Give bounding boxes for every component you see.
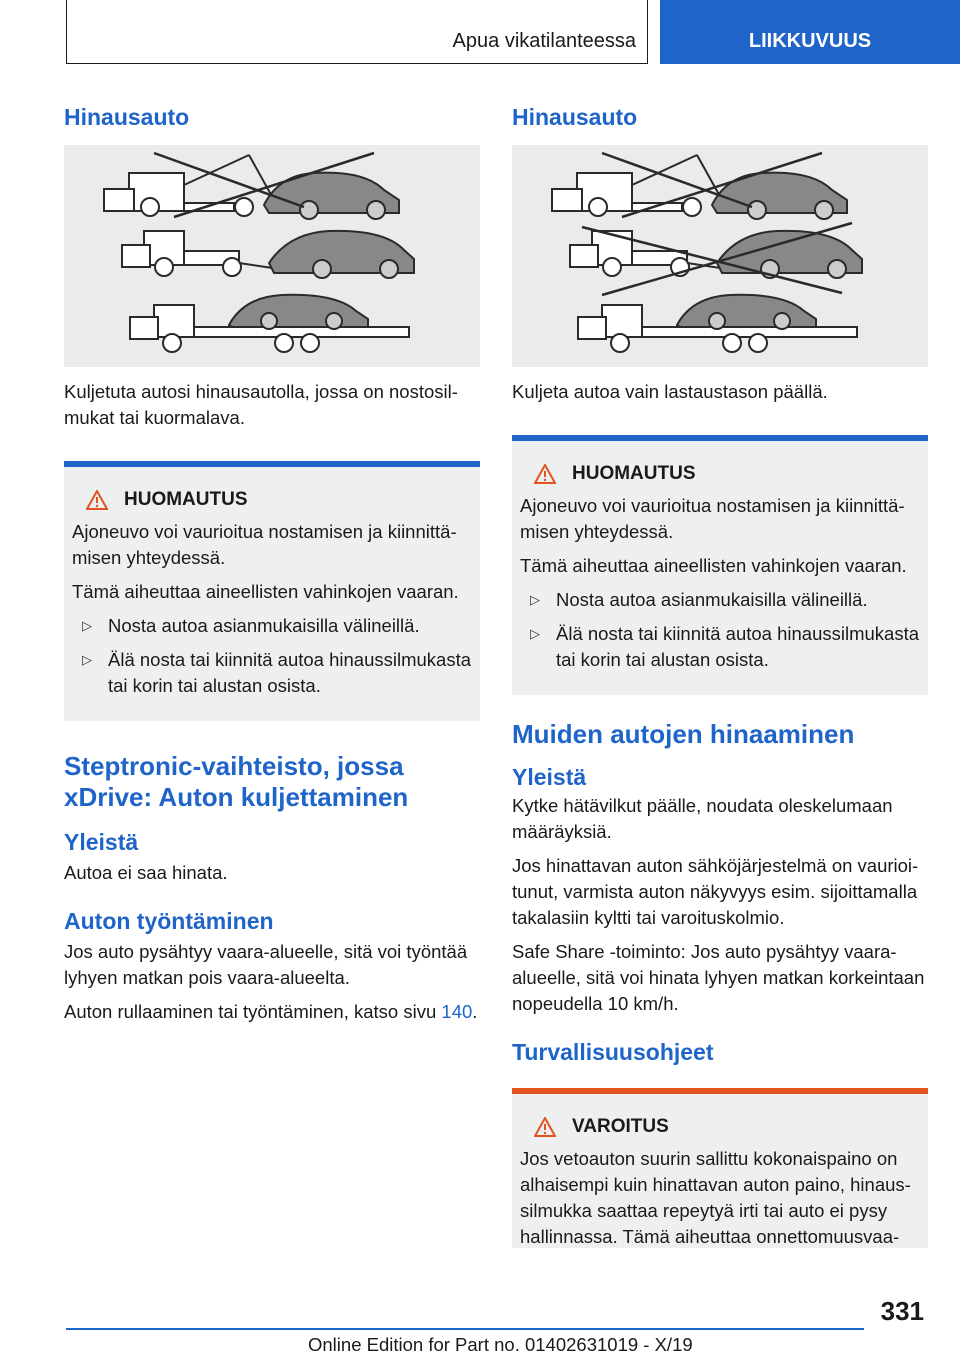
tow-truck-figure-right (512, 145, 928, 367)
list-item: ▷ Nosta autoa asianmukaisilla välineillä. (72, 613, 472, 639)
warning-title: VAROITUS (572, 1116, 669, 1137)
triangle-bullet-icon: ▷ (530, 592, 540, 607)
text-safe-share: Safe Share -toiminto: Jos auto pysähtyy vaara-alueelle, sitä voi hinata lyhyen matkan korkeintaan nopeudella 10 km/h. (512, 941, 925, 1014)
page-number: 331 (880, 1296, 924, 1326)
text-sahkojarjestelma: Jos hinattavan auton sähköjärjestelmä on vaurioitunut, varmista auton näkyvyys esim. sijoittamalla takalasiin kyltti tai varoituskolmio. (512, 855, 919, 928)
notice-title-left: HUOMAUTUS (124, 489, 248, 510)
triangle-bullet-icon: ▷ (530, 626, 540, 641)
header-tab-liikkuvuus[interactable]: LIIKKUVUUS (660, 0, 960, 64)
warning-triangle-icon (534, 464, 556, 484)
heading-muiden-autojen: Muiden autojen hinaaminen (512, 719, 855, 749)
footer-edition: Online Edition for Part no. 01402631019 - X/19 (308, 1334, 693, 1355)
text-autoa-ei-saa: Autoa ei saa hinata. (64, 862, 228, 883)
footer-divider (66, 1328, 864, 1330)
header-section-title[interactable]: Apua vikatilanteessa (452, 30, 636, 52)
list-item: ▷ Älä nosta tai kiinnitä autoa hinaussilmukasta tai korin tai alustan osista. (530, 623, 920, 670)
heading-hinausauto-left: Hinausauto (64, 104, 190, 130)
heading-tyontaminen: Auton työntäminen (64, 908, 274, 934)
heading-steptronic: Steptronic-vaihteisto, jossa xDrive: Auton kuljettaminen (64, 751, 409, 812)
triangle-bullet-icon: ▷ (82, 652, 92, 667)
warning-text: Jos vetoauton suurin sallittu kokonaispaino on alhaisempi kuin hinattavan auton paino, hinaussilmukka saattaa repeytyä irti tai auto ei pysy hallinnassa. Tämä aiheuttaa onnettomuusvaa- (520, 1148, 911, 1247)
triangle-bullet-icon: ▷ (82, 618, 92, 633)
heading-yleista-right: Yleistä (512, 764, 587, 790)
list-item: ▷ Nosta autoa asianmukaisilla välineillä. (520, 587, 920, 613)
notice-box-right (512, 435, 928, 695)
page-link-140[interactable]: 140 (441, 1001, 473, 1022)
heading-yleista-left: Yleistä (64, 829, 139, 855)
tow-truck-figure-left (64, 145, 480, 367)
caption-right: Kuljeta autoa vain lastaustason päällä. (512, 381, 828, 402)
text-hatavilkut: Kytke hätävilkut päälle, noudata oleskelumaan määräyksiä. (512, 795, 893, 842)
heading-turvallisuusohjeet: Turvallisuusohjeet (512, 1039, 714, 1065)
notice-text-1-left: Ajoneuvo voi vaurioitua nostamisen ja kiinnittämisen yhteydessä. (72, 521, 457, 568)
list-item: ▷ Älä nosta tai kiinnitä autoa hinaussilmukasta tai korin tai alustan osista. (82, 649, 472, 696)
notice-box-left (64, 461, 480, 721)
right-column (512, 96, 928, 1248)
text-tyontaminen: Jos auto pysähtyy vaara-alueelle, sitä voi työntää lyhyen matkan pois vaara-alueelta. (64, 941, 468, 988)
text-rullaaminen: Auton rullaaminen tai työntäminen, katso sivu 140. (64, 1001, 478, 1022)
notice-text-2-left: Tämä aiheuttaa aineellisten vahinkojen vaaran. (72, 581, 459, 602)
tow-illustration-left (104, 153, 414, 352)
warning-triangle-icon (534, 1117, 556, 1137)
left-column (64, 96, 480, 1025)
notice-text-2-right: Tämä aiheuttaa aineellisten vahinkojen vaaran. (520, 555, 907, 576)
notice-text-1-right: Ajoneuvo voi vaurioitua nostamisen ja kiinnittämisen yhteydessä. (520, 495, 905, 542)
heading-hinausauto-right: Hinausauto (512, 104, 638, 130)
caption-left: Kuljetuta autosi hinausautolla, jossa on nostosilmukat tai kuormalava. (64, 381, 458, 428)
tow-illustration-right (552, 153, 862, 352)
warning-triangle-icon (86, 490, 108, 510)
warning-box (512, 1088, 928, 1248)
notice-title-right: HUOMAUTUS (572, 463, 696, 484)
